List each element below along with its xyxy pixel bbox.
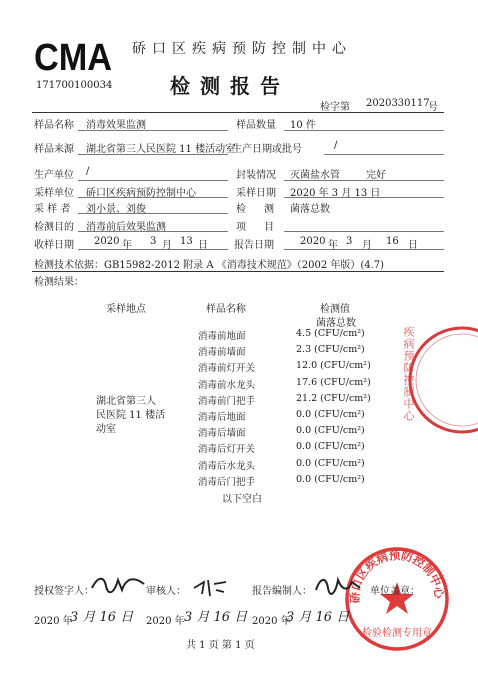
result-value: 0.0 (CFU/cm²) [296, 458, 365, 469]
underline [284, 130, 444, 131]
result-sample-name: 消毒前灯开关 [198, 363, 256, 374]
day-unit: 日 [198, 240, 208, 251]
ref-suffix: 号 [428, 102, 438, 113]
year-unit: 年 [122, 240, 132, 251]
sample-location: 动室 [96, 424, 116, 435]
received-month: 3 [150, 236, 157, 247]
source-label: 样品来源 [34, 144, 74, 155]
cma-certification-logo [34, 34, 114, 78]
organization-name: 硚口区疾病预防控制中心 [132, 41, 352, 57]
result-sample-name: 消毒后门把手 [198, 477, 256, 488]
result-sample-name: 消毒前门把手 [198, 396, 256, 407]
underline [284, 197, 444, 198]
result-value: 0.0 (CFU/cm²) [296, 409, 365, 420]
report-day: 16 [386, 236, 399, 247]
col-value-header: 检测值 [320, 304, 350, 315]
received-date-label: 收样日期 [34, 240, 74, 251]
underline [78, 180, 228, 181]
sampler-unit-label: 采样单位 [34, 188, 74, 199]
reviewer-signature [190, 574, 230, 598]
received-year: 2020 [94, 236, 120, 247]
report-date-label: 报告日期 [234, 240, 274, 251]
producer-label: 生产单位 [34, 170, 74, 181]
compiler-date-year: 2020 年 [252, 616, 291, 627]
reviewer-date-monthday: 3 月 16 日 [184, 610, 248, 625]
sampler-unit-value: 硚口区疾病预防控制中心 [86, 188, 196, 199]
blank-note: 以下空白 [222, 494, 262, 505]
result-value: 0.0 (CFU/cm²) [296, 441, 365, 452]
result-sample-name: 消毒后地面 [198, 412, 246, 423]
packaging-status: 完好 [366, 170, 386, 181]
results-label: 检测结果： [34, 277, 84, 288]
sampling-date-value: 2020 年 3 月 13 日 [290, 188, 381, 199]
result-value: 0.0 (CFU/cm²) [296, 425, 365, 436]
item-label: 目 [264, 222, 274, 233]
top-rule [32, 112, 444, 113]
sample-name-label: 样品名称 [34, 120, 74, 131]
ref-label: 检字第 [320, 102, 350, 113]
col-value-subheader: 菌落总数 [316, 318, 356, 329]
col-sample-header: 样品名称 [206, 304, 246, 315]
result-sample-name: 消毒后水龙头 [198, 461, 256, 472]
col-location-header: 采样地点 [106, 304, 146, 315]
source-value: 湖北省第三人民医院 11 楼活动室 [86, 144, 236, 155]
purpose-value: 消毒前后效果监测 [86, 222, 166, 233]
official-seal [342, 544, 452, 654]
underline [284, 180, 444, 181]
day-unit: 日 [408, 240, 418, 251]
purpose-label: 检测目的 [34, 222, 74, 233]
section-rule [32, 271, 444, 272]
result-value: 12.0 (CFU/cm²) [296, 360, 371, 371]
sample-location: 湖北省第三人 [96, 396, 156, 407]
underline [78, 197, 228, 198]
side-seal-text: 疾病预防控制中心 [402, 326, 415, 422]
svg-text:CMA: CMA [34, 37, 112, 78]
seal-ring-text: 硚口区疾病预防控制中心 [347, 548, 447, 604]
result-value: 0.0 (CFU/cm²) [296, 474, 365, 485]
result-sample-name: 消毒后灯开关 [198, 444, 256, 455]
reviewer-date-year: 2020 年 [146, 616, 185, 627]
result-sample-name: 消毒前水龙头 [198, 380, 256, 391]
underline [78, 154, 228, 155]
reviewer-label: 审核人： [146, 586, 186, 597]
underline [78, 231, 228, 232]
test-label: 检 [236, 204, 246, 215]
result-sample-name: 消毒前地面 [198, 331, 246, 342]
packaging-label: 封装情况 [236, 170, 276, 181]
compiler-date-monthday: 3 月 16 日 [286, 610, 350, 625]
production-date-value: / [334, 140, 338, 151]
underline [324, 154, 444, 155]
quantity-value: 10 件 [290, 120, 316, 131]
production-date-label: 生产日期或批号 [232, 144, 302, 155]
basis-text: GB15982-2012 附录 A 《消毒技术规范》（2002 年版）(4.7) [104, 260, 385, 271]
sampler-label: 采 样 者 [34, 204, 71, 215]
report-year: 2020 [300, 236, 326, 247]
underline [284, 231, 444, 232]
result-value: 17.6 (CFU/cm²) [296, 377, 371, 388]
received-day: 13 [180, 236, 193, 247]
sampler-value: 刘小景、刘俊 [86, 204, 146, 215]
underline [284, 249, 444, 250]
test-label: 测 [264, 204, 274, 215]
packaging-value: 灭菌盐水管 [290, 170, 340, 181]
sampling-date-label: 采样日期 [236, 188, 276, 199]
seal-bottom-text: 检验检测专用章 [362, 628, 432, 639]
sample-location: 民医院 11 楼活 [96, 410, 166, 421]
certificate-number: 171700100034 [36, 80, 113, 91]
report-title: 检测报告 [170, 74, 290, 98]
producer-value: / [86, 166, 90, 177]
month-unit: 月 [162, 240, 172, 251]
ref-number: 2020330117 [366, 98, 430, 109]
issuer-date-year: 2020 年 [34, 616, 73, 627]
issuer-label: 授权签字人： [34, 586, 94, 597]
report-month: 3 [346, 236, 353, 247]
underline [78, 130, 228, 131]
basis-label: 检测技术依据： [34, 260, 104, 271]
underline [78, 213, 228, 214]
seal-label: 单位盖章： [370, 586, 420, 597]
result-value: 21.2 (CFU/cm²) [296, 393, 371, 404]
month-unit: 月 [362, 240, 372, 251]
result-sample-name: 消毒前墙面 [198, 347, 246, 358]
item-label: 项 [236, 222, 246, 233]
compiler-signature [312, 570, 364, 598]
compiler-label: 报告编制人： [252, 586, 312, 597]
result-value: 4.5 (CFU/cm²) [296, 328, 365, 339]
result-value: 2.3 (CFU/cm²) [296, 344, 365, 355]
quantity-label: 样品数量 [236, 120, 276, 131]
sample-name-value: 消毒效果监测 [86, 120, 146, 131]
issuer-signature [88, 570, 148, 598]
page-indicator: 共 1 页 第 1 页 [186, 640, 255, 651]
issuer-date-monthday: 3 月 16 日 [70, 610, 134, 625]
year-unit: 年 [328, 240, 338, 251]
test-item-value: 菌落总数 [290, 204, 330, 215]
result-sample-name: 消毒后墙面 [198, 428, 246, 439]
underline [78, 249, 228, 250]
